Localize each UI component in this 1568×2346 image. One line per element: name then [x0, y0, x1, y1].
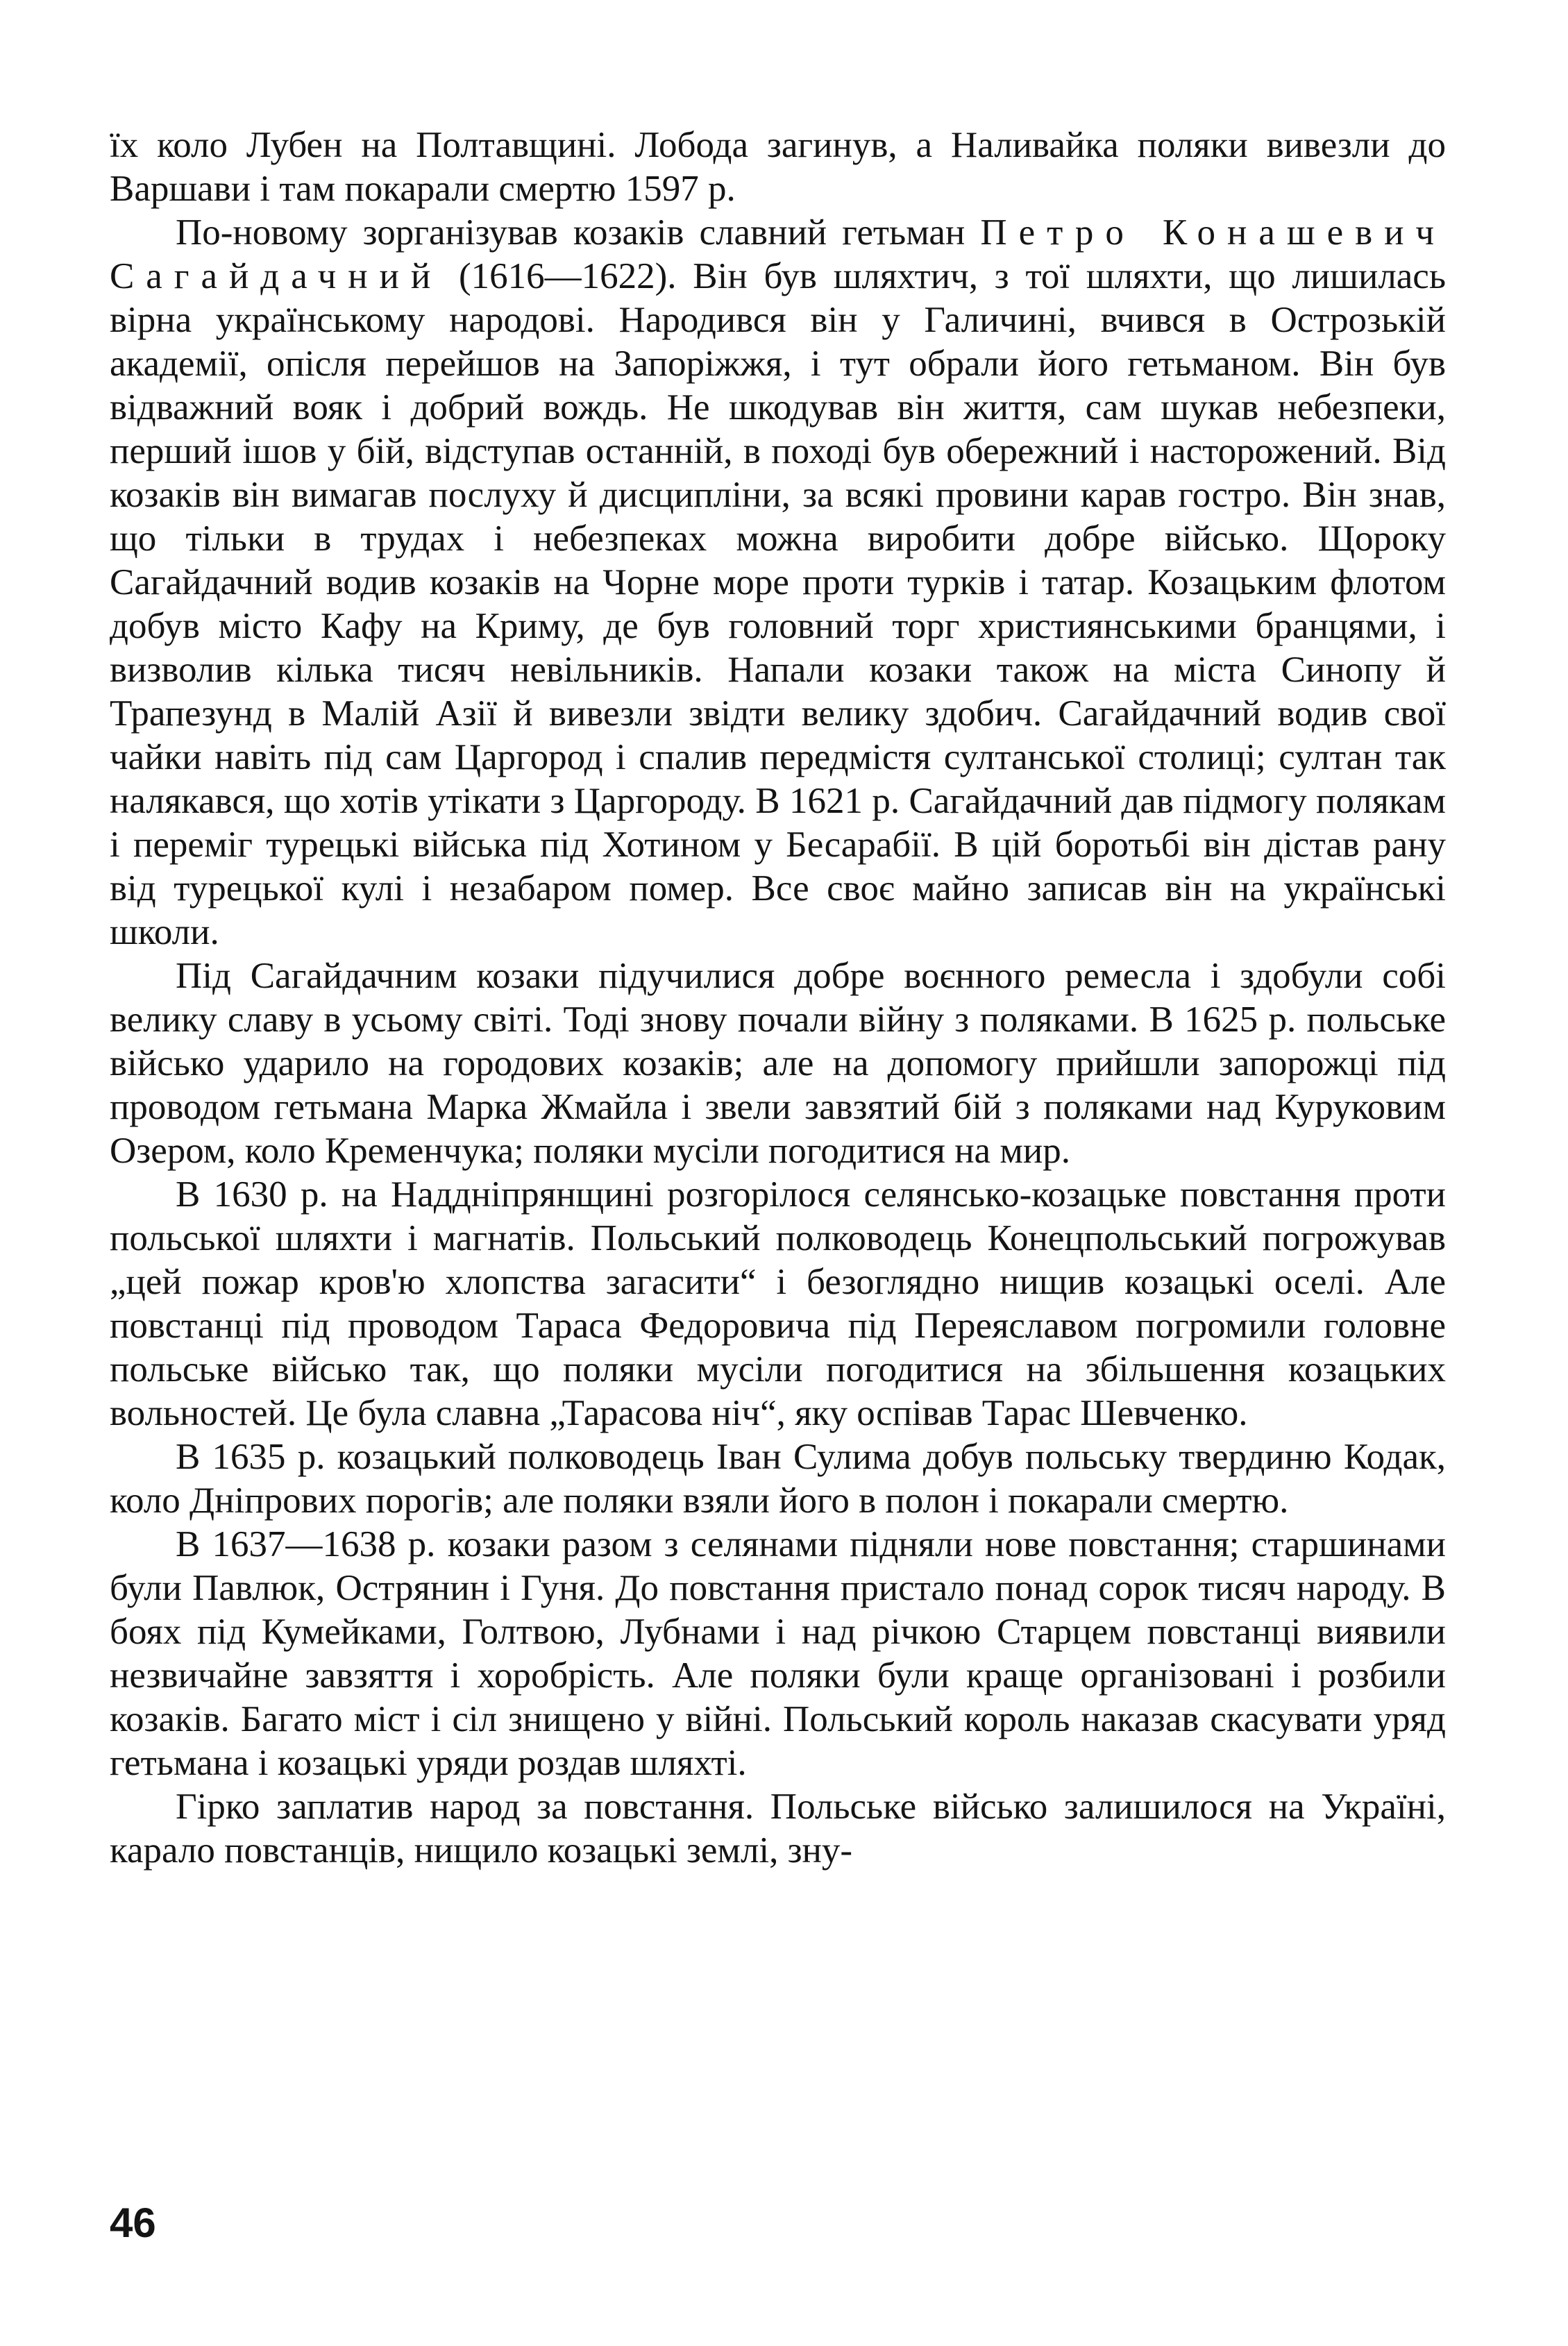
paragraph-7: Гірко заплатив народ за повстання. Польське військо залишилося на Україні, карало повстанців, нищило козацькі землі, зну- — [110, 1787, 1446, 1871]
paragraph-4: В 1630 р. на Наддніпрянщині розгорілося селянсько-козацьке повстання проти польської шляхти і магнатів. Польський полководець Конецпольський погрожував „цей пожар кров'ю хлопства загасити“ і безоглядно нищив козацькі оселі. Але повстанці під проводом Тараса Федоровича під Переяславом погромили головне польське військо так, що поляки мусіли погодитися на збільшення козацьких вольностей. Це була славна „Тарасова ніч“, яку оспівав Тарас Шевченко. — [110, 1174, 1446, 1433]
paragraph-1: їх коло Лубен на Полтавщині. Лобода загинув, а Наливайка поляки вивезли до Варшави і там покарали смертю 1597 р. — [110, 125, 1446, 209]
paragraph-3: Під Сагайдачним козаки підучилися добре воєнного ремесла і здобули собі велику славу в усьому світі. Тоді знову почали війну з поляками. В 1625 р. польське військо ударило на городових козаків; але на допомогу прийшли запорожці під проводом гетьмана Марка Жмайла і звели завзятий бій з поляками над Куруковим Озером, коло Кременчука; поляки мусіли погодитися на мир. — [110, 956, 1446, 1171]
paragraph-6: В 1637—1638 р. козаки разом з селянами підняли нове повстання; старшинами були Павлюк, Острянин і Гуня. До повстання пристало понад сорок тисяч народу. В боях під Кумейками, Голтвою, Лубнами і над річкою Старцем повстанці виявили незвичайне завзяття і хоробрість. Але поляки були краще організовані і розбили козаків. Багато міст і сіл знищено у війні. Польський король наказав скасувати уряд гетьмана і козацькі уряди роздав шляхті. — [110, 1524, 1446, 1783]
body-text — [110, 124, 1446, 1873]
paragraph-2-intro: По-новому зорганізував козаків славний гетьман — [176, 212, 981, 253]
paragraph-2-body: (1616—1622). Він був шляхтич, з тої шляхти, що лишилась вірна українському народові. Народився він у Галичині, вчився в Острозькій академії, опісля перейшов на Запоріжжя, і тут обрали його гетьманом. Він був відважний вояк і добрий вождь. Не шкодував він життя, сам шукав небезпеки, перший ішов у бій, відступав останній, в поході був обережний і насторожений. Від козаків він вимагав послуху й дисципліни, за всякі провини карав гостро. Він знав, що тільки в трудах і небезпеках можна виробити добре військо. Щороку Сагайдачний водив козаків на Чорне море проти турків і татар. Козацьким флотом добув місто Кафу на Криму, де був головний торг християнськими бранцями, і визволив кілька тисяч невільників. Напали козаки також на міста Синопу й Трапезунд в Малій Азії й вивезли звідти велику здобич. Сагайдачний водив свої чайки навіть під сам Царгород і спалив передмістя султанської столиці; султан так налякався, що хотів утікати з Царгороду. В 1621 р. Сагайдачний дав підмогу полякам і переміг турецькі війська під Хотином у Бесарабії. В цій боротьбі він дістав рану від турецької кулі і незабаром помер. Все своє майно записав він на українські школи. — [110, 256, 1446, 952]
paragraph-5: В 1635 р. козацький полководець Іван Сулима добув польську твердиню Кодак, коло Дніпрових порогів; але поляки взяли його в полон і покарали смертю. — [110, 1437, 1446, 1521]
hetman-name-spaced: Петро Конашевич Сагайдачний — [110, 212, 1447, 296]
paragraph-2 — [110, 211, 1446, 954]
page-number: 46 — [110, 2200, 156, 2246]
